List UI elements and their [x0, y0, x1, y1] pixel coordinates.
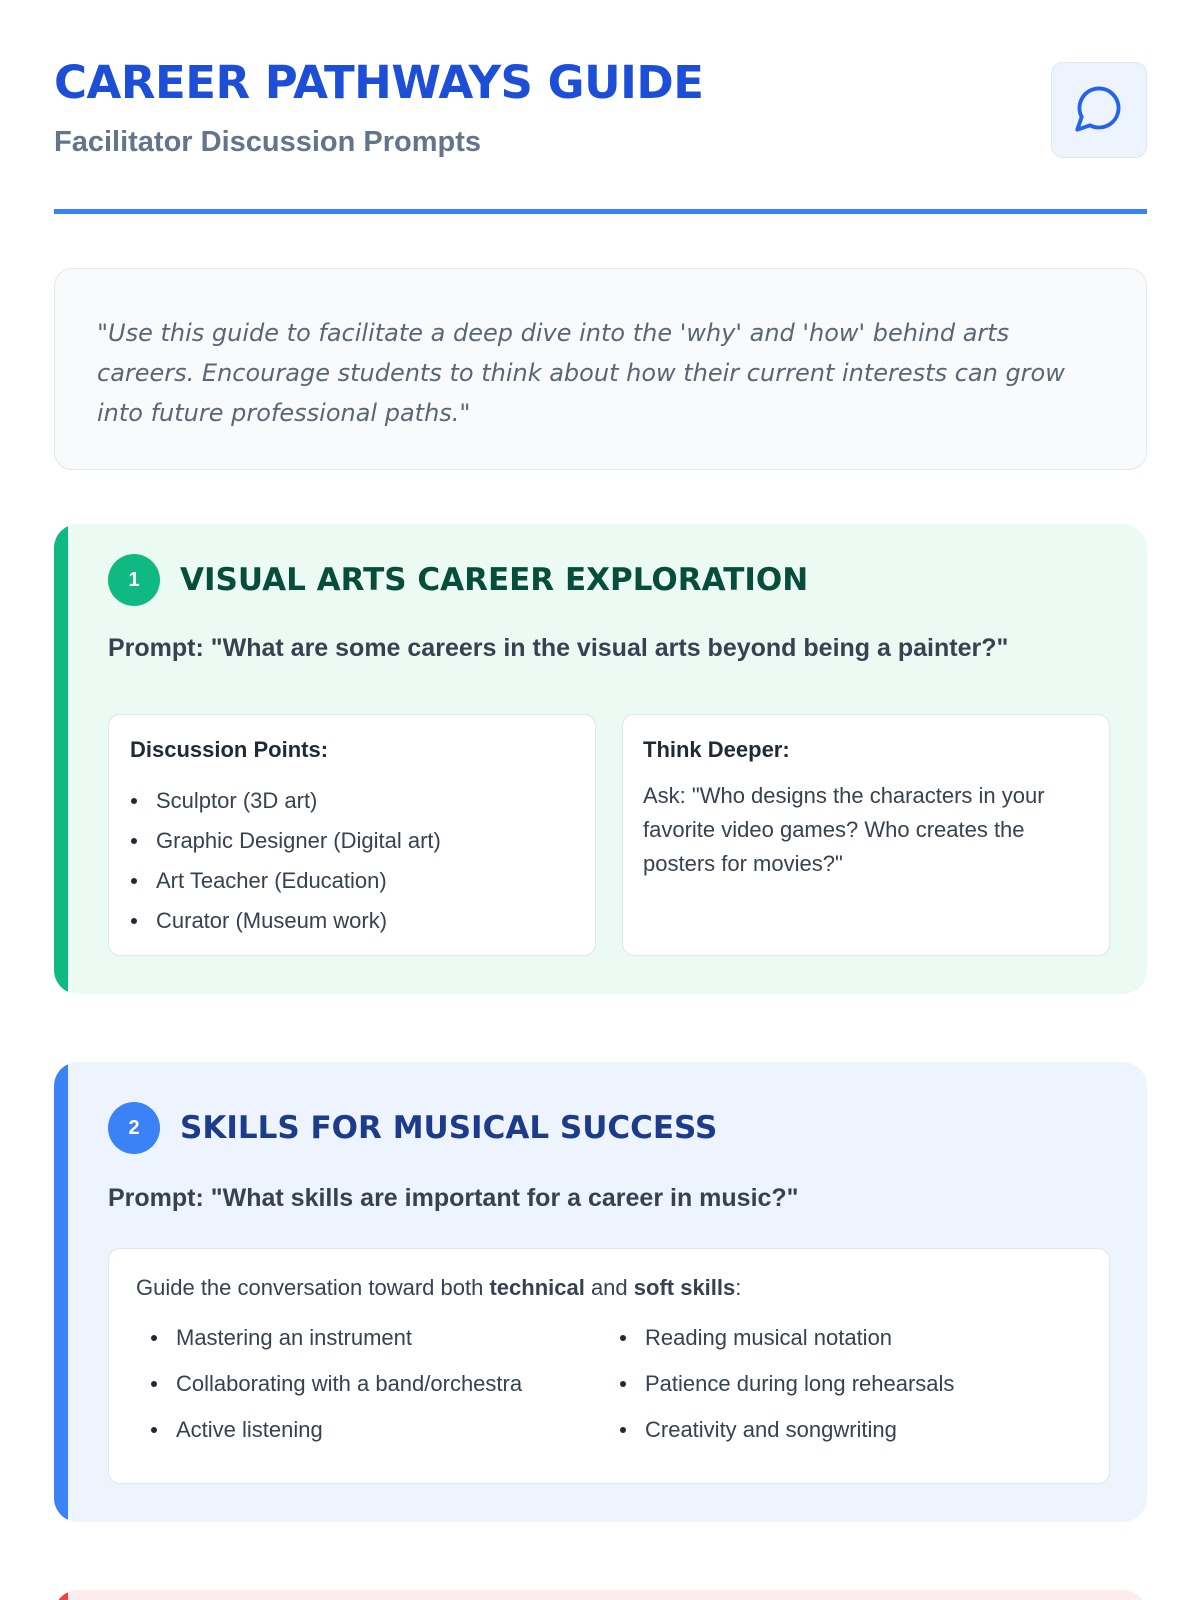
- chat-button[interactable]: [1051, 62, 1147, 158]
- section-prompt: Prompt: "What skills are important for a career in music?": [108, 1184, 799, 1212]
- section-accent-bar: [54, 1590, 68, 1600]
- page-header: [54, 0, 1147, 214]
- guide-text-end: :: [735, 1275, 742, 1300]
- section-header: [108, 1102, 717, 1154]
- guide-technical: technical: [489, 1275, 585, 1300]
- list-item: Collaborating with a band/orchestra: [176, 1361, 616, 1407]
- list-item: Curator (Museum work): [156, 901, 595, 941]
- list-item: Mastering an instrument: [176, 1315, 616, 1361]
- skills-guide-text: [136, 1275, 1109, 1301]
- page-title: CAREER PATHWAYS GUIDE: [54, 56, 704, 109]
- page-subtitle: Facilitator Discussion Prompts: [54, 126, 482, 158]
- skills-columns: [136, 1315, 1109, 1453]
- list-item: Art Teacher (Education): [156, 861, 595, 901]
- think-deeper-heading: Think Deeper:: [643, 737, 790, 762]
- section-partial: [54, 1590, 1147, 1600]
- discussion-points-heading: Discussion Points:: [130, 737, 329, 762]
- section-header: [108, 554, 808, 606]
- discussion-points-card: [108, 714, 596, 956]
- guide-page: [54, 0, 1147, 1442]
- skills-list-right: [616, 1315, 1096, 1453]
- list-item: Active listening: [176, 1407, 616, 1453]
- think-deeper-card: [622, 714, 1110, 956]
- intro-note: [54, 268, 1147, 470]
- section-accent-bar: [54, 524, 68, 994]
- skills-card: [108, 1248, 1110, 1484]
- chat-bubble-icon: [1073, 82, 1125, 139]
- guide-text-start: Guide the conversation toward both: [136, 1275, 490, 1300]
- intro-text: "Use this guide to facilitate a deep dive into the 'why' and 'how' behind arts careers. Encourage students to think about how their current interests can grow into future professional paths.": [97, 319, 1065, 427]
- section-prompt: Prompt: "What are some careers in the visual arts beyond being a painter?": [108, 634, 1009, 662]
- list-item: Sculptor (3D art): [156, 781, 595, 821]
- list-item: Creativity and songwriting: [645, 1407, 1096, 1453]
- section-accent-bar: [54, 1062, 68, 1522]
- section-visual-arts: [54, 524, 1147, 994]
- section-title: SKILLS FOR MUSICAL SUCCESS: [180, 1110, 718, 1146]
- skills-list-left: [136, 1315, 616, 1453]
- section-title: VISUAL ARTS CAREER EXPLORATION: [180, 562, 809, 598]
- guide-text-mid: and: [584, 1275, 634, 1300]
- guide-soft-skills: soft skills: [633, 1275, 736, 1300]
- section-number-badge: 1: [108, 554, 160, 606]
- think-deeper-text: Ask: "Who designs the characters in your favorite video games? Who creates the posters for movies?": [643, 783, 1045, 876]
- section-number-badge: 2: [108, 1102, 160, 1154]
- section-musical-skills: [54, 1062, 1147, 1522]
- list-item: Reading musical notation: [645, 1315, 1096, 1361]
- list-item: Patience during long rehearsals: [645, 1361, 1096, 1407]
- discussion-points-list: [109, 781, 595, 941]
- list-item: Graphic Designer (Digital art): [156, 821, 595, 861]
